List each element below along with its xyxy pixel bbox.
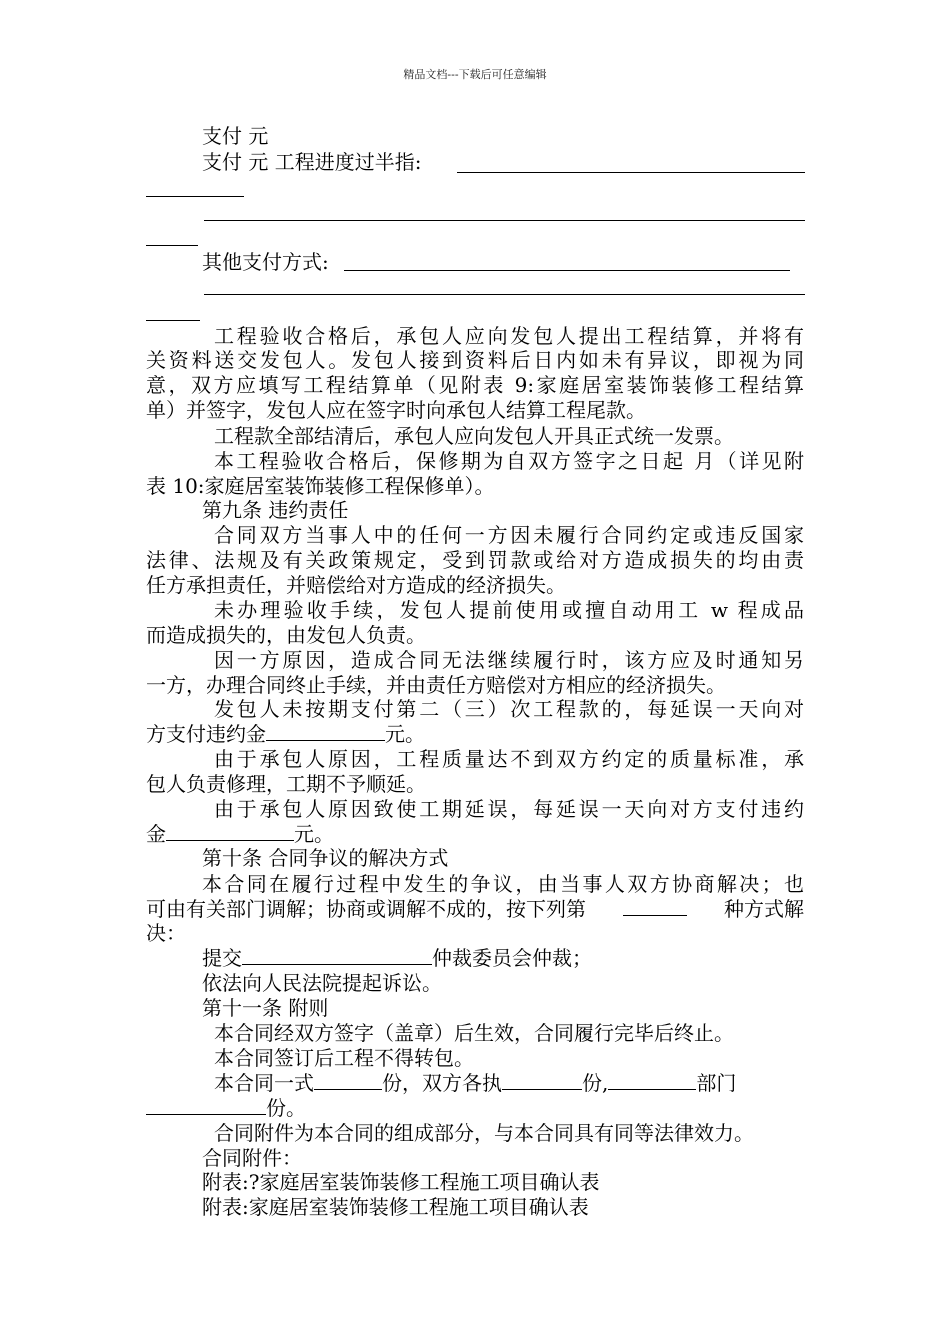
dispute-line-2-end: 种方式解: [724, 897, 804, 921]
dispute-line-2-text: 可由有关部门调解；协商或调解不成的，按下列第: [146, 897, 586, 921]
delay-prefix: 金: [146, 822, 166, 846]
warranty-line-1: 本工程验收合格后，保修期为自双方签字之日起 月（详见附: [214, 449, 804, 473]
attachments-heading: 合同附件：: [202, 1146, 302, 1170]
other-payment-label: 其他支付方式:: [202, 250, 329, 274]
arbitration-committee-blank: [242, 946, 432, 965]
breach-line-2: 法律、法规及有关政策规定，受到罚款或给对方造成损失的均由责: [146, 548, 804, 572]
delay-suffix: 元。: [294, 822, 334, 846]
copies-department-count-blank: [146, 1096, 266, 1115]
litigation-option: 依法向人民法院提起诉讼。: [202, 971, 442, 995]
late-payment-suffix: 元。: [385, 722, 425, 746]
arbitration-prefix: 提交: [202, 946, 242, 970]
late-payment-line-1: 发包人未按期支付第二（三）次工程款的，每延误一天向对: [214, 697, 804, 721]
copies-each-blank: [502, 1071, 582, 1090]
delay-line-2: [146, 822, 334, 846]
copies-department-blank: [608, 1071, 696, 1090]
quality-line-1: 由于承包人原因，工程质量达不到双方约定的质量标准，承: [214, 747, 804, 771]
settlement-line-3: 意，双方应填写工程结算单（见附表 9:家庭居室装饰装修工程结算: [146, 373, 804, 397]
copies-department-text: 部门: [696, 1071, 737, 1095]
settlement-line-1: 工程验收合格后，承包人应向发包人提出工程结算，并将有: [214, 324, 804, 348]
dispute-line-2: [146, 897, 804, 921]
attachment-item-1: 附表:?家庭居室装饰装修工程施工项目确认表: [202, 1170, 600, 1194]
delay-amount-blank: [166, 822, 294, 841]
effective-clause: 本合同经双方签字（盖章）后生效，合同履行完毕后终止。: [214, 1021, 734, 1045]
copies-total-blank: [314, 1071, 382, 1090]
late-payment-line-2: [146, 722, 425, 746]
other-payment-blank: [344, 270, 790, 271]
dispute-line-3: 决：: [146, 921, 186, 945]
late-payment-prefix: 方支付违约金: [146, 722, 266, 746]
dispute-method-blank: [623, 897, 687, 916]
early-use-line-2: 而造成损失的，由发包人负责。: [146, 623, 426, 647]
article-10-heading: 第十条 合同争议的解决方式: [202, 846, 449, 870]
invoice-paragraph: 工程款全部结清后，承包人应向发包人开具正式统一发票。: [214, 424, 734, 448]
settlement-line-4: 单）并签字，发包人应在签字时向承包人结算工程尾款。: [146, 398, 646, 422]
article-9-heading: 第九条 违约责任: [202, 498, 349, 522]
attachment-item-2: 附表:家庭居室装饰装修工程施工项目确认表: [202, 1195, 589, 1219]
copies-each-text: 份，双方各执: [382, 1071, 502, 1095]
quality-line-2: 包人负责修理，工期不予顺延。: [146, 772, 426, 796]
copies-prefix: 本合同一式: [214, 1071, 314, 1095]
termination-line-2: 一方，办理合同终止手续，并由责任方赔偿对方相应的经济损失。: [146, 673, 726, 697]
breach-line-1: 合同双方当事人中的任何一方因未履行合同约定或违反国家: [214, 523, 804, 547]
progress-blank-line-2-cont: [146, 245, 198, 246]
settlement-line-2: 关资料送交发包人。发包人接到资料后日内如未有异议，即视为同: [146, 348, 804, 372]
termination-line-1: 因一方原因，造成合同无法继续履行时，该方应及时通知另: [214, 648, 804, 672]
early-use-line-1: 未办理验收手续，发包人提前使用或擅自动用工 w 程成品: [214, 598, 804, 622]
attachments-validity: 合同附件为本合同的组成部分，与本合同具有同等法律效力。: [214, 1121, 754, 1145]
arbitration-suffix: 仲裁委员会仲裁；: [432, 946, 592, 970]
delay-line-1: 由于承包人原因致使工期延误，每延误一天向对方支付违约: [214, 797, 804, 821]
breach-line-3: 任方承担责任，并赔偿给对方造成的经济损失。: [146, 573, 566, 597]
copies-line-1: [214, 1071, 736, 1095]
copies-line-2: [146, 1096, 306, 1120]
progress-blank-line: [457, 172, 805, 173]
payment-line-1: 支付 元: [202, 124, 269, 148]
dispute-line-1: 本合同在履行过程中发生的争议，由当事人双方协商解决；也: [202, 872, 804, 896]
copies-suffix: 份。: [266, 1096, 306, 1120]
article-11-heading: 第十一条 附则: [202, 996, 329, 1020]
other-payment-blank-2: [204, 294, 805, 295]
payment-line-2: 支付 元 工程进度过半指:: [202, 150, 422, 174]
late-payment-amount-blank: [266, 722, 385, 741]
arbitration-option: [202, 946, 592, 970]
progress-blank-line-2: [204, 220, 805, 221]
progress-blank-line-cont: [146, 196, 244, 197]
warranty-line-2: 表 10:家庭居室装饰装修工程保修单）。: [146, 474, 495, 498]
no-subcontract-clause: 本合同签订后工程不得转包。: [214, 1046, 474, 1070]
other-payment-blank-2-cont: [146, 320, 200, 321]
page-header: 精品文档---下载后可任意编辑: [403, 68, 547, 81]
copies-comma: 份,: [582, 1071, 609, 1095]
